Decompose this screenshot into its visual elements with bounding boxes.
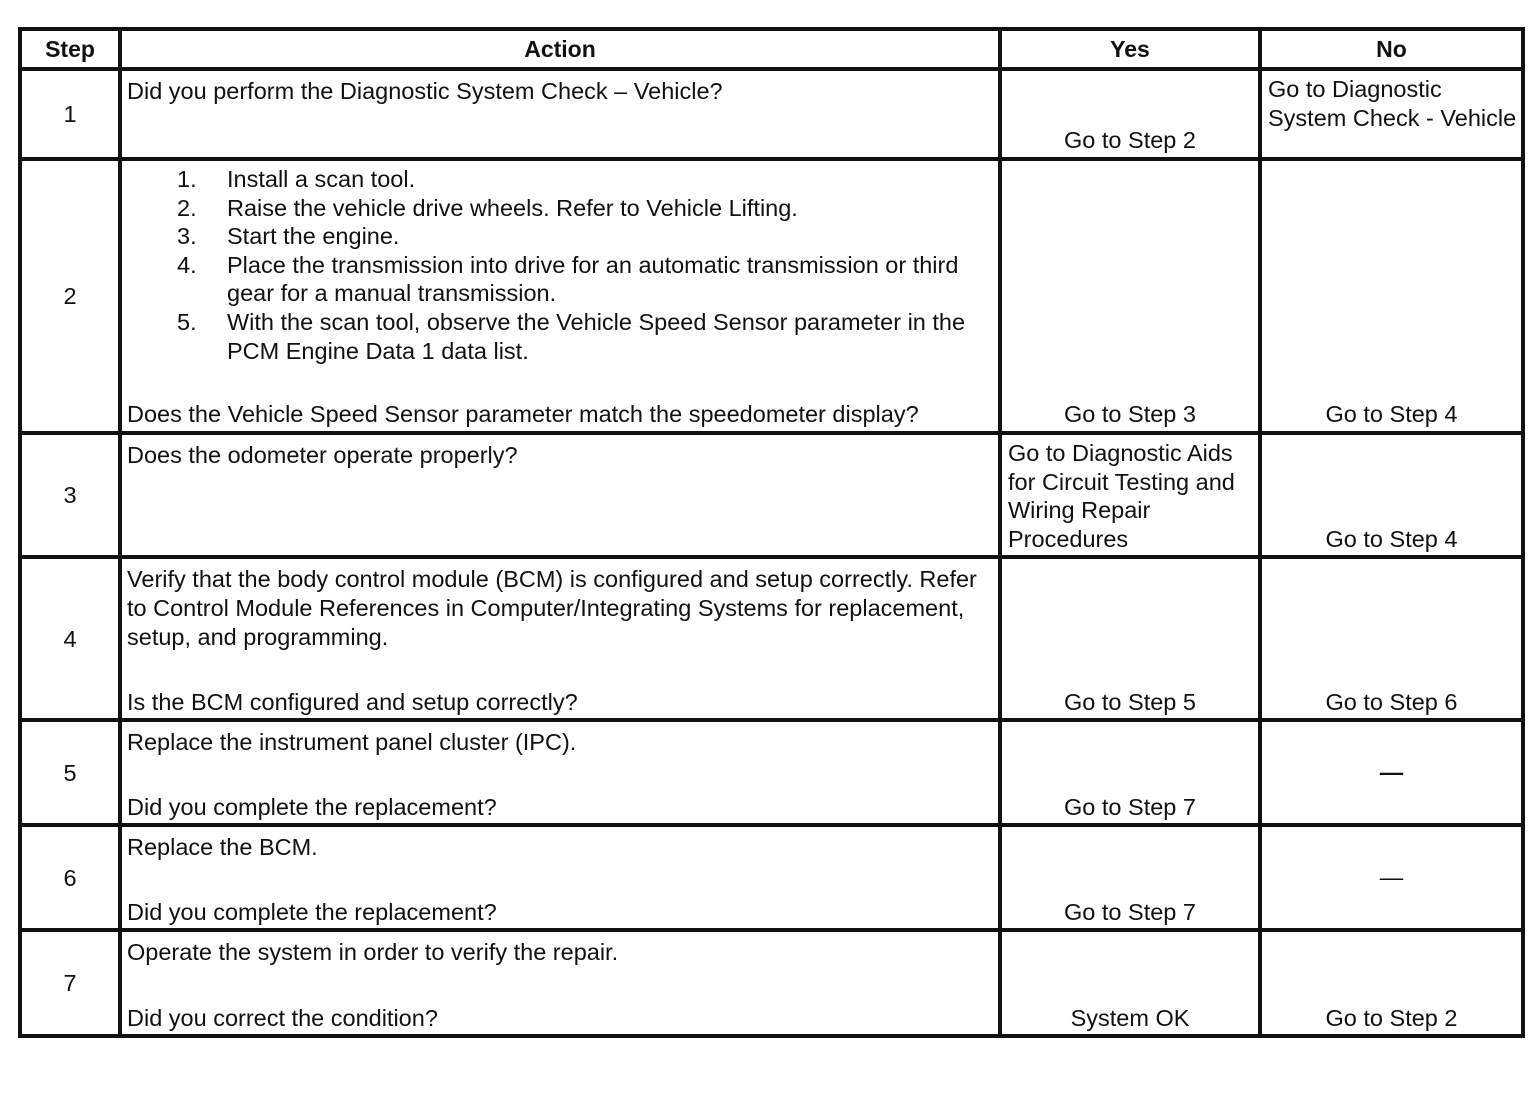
list-item: 5. With the scan tool, observe the Vehicle Speed Sensor parameter in the PCM Engine Data 1 data list.	[177, 308, 966, 364]
no-cell-dash: —	[1260, 825, 1523, 930]
action-cell	[120, 720, 1000, 825]
step-number: 5	[20, 720, 120, 825]
action-cell	[120, 159, 1000, 433]
header-action: Action	[120, 29, 1000, 69]
yes-cell: Go to Step 3	[1000, 159, 1260, 433]
yes-cell: Go to Step 2	[1000, 69, 1260, 159]
table-row	[20, 557, 1523, 720]
no-cell: Go to Diagnostic System Check - Vehicle	[1260, 69, 1523, 159]
list-item: 2. Raise the vehicle drive wheels. Refer to Vehicle Lifting.	[177, 194, 798, 221]
question-text: Is the BCM configured and setup correctly?	[127, 688, 578, 715]
list-item: 3. Start the engine.	[177, 223, 400, 250]
header-step: Step	[20, 29, 120, 69]
step-number: 3	[20, 433, 120, 557]
table-row	[20, 825, 1523, 930]
table-row	[20, 720, 1523, 825]
action-text: Replace the instrument panel cluster (IPC).	[127, 729, 577, 756]
action-text: Verify that the body control module (BCM) is configured and setup correctly. Refer to Control Module References in Computer/Integrating Systems for replacement, setup, and programming.	[127, 566, 977, 650]
step-number: 6	[20, 825, 120, 930]
yes-cell: System OK	[1000, 930, 1260, 1036]
action-cell	[120, 69, 1000, 159]
question-text: Does the Vehicle Speed Sensor parameter match the speedometer display?	[127, 401, 919, 428]
diagnostic-table	[18, 27, 1525, 1038]
table-row	[20, 69, 1523, 159]
question-text: Did you complete the replacement?	[127, 793, 497, 820]
action-text: Did you perform the Diagnostic System Check – Vehicle?	[127, 78, 723, 104]
header-yes: Yes	[1000, 29, 1260, 69]
no-cell: Go to Step 6	[1260, 557, 1523, 720]
question-text: Did you correct the condition?	[127, 1004, 438, 1031]
yes-cell: Go to Step 7	[1000, 720, 1260, 825]
yes-cell: Go to Step 5	[1000, 557, 1260, 720]
step-number: 4	[20, 557, 120, 720]
no-cell: Go to Step 4	[1260, 433, 1523, 557]
step-number: 2	[20, 159, 120, 433]
step-number: 7	[20, 930, 120, 1036]
yes-cell: Go to Step 7	[1000, 825, 1260, 930]
step-number: 1	[20, 69, 120, 159]
no-cell: Go to Step 2	[1260, 930, 1523, 1036]
list-item: 4. Place the transmission into drive for an automatic transmission or third gear for a manual transmission.	[177, 251, 959, 307]
action-text: Replace the BCM.	[127, 834, 318, 861]
action-text: Does the odometer operate properly?	[127, 442, 518, 468]
header-no: No	[1260, 29, 1523, 69]
table-row	[20, 159, 1523, 433]
action-text: Operate the system in order to verify the repair.	[127, 939, 619, 966]
list-item: 1. Install a scan tool.	[177, 166, 416, 192]
action-cell	[120, 433, 1000, 557]
no-cell: Go to Step 4	[1260, 159, 1523, 433]
no-cell-dash: —	[1260, 720, 1523, 825]
procedure-list	[127, 165, 992, 365]
action-cell	[120, 825, 1000, 930]
action-cell	[120, 930, 1000, 1036]
table-row	[20, 433, 1523, 557]
header-row	[20, 29, 1523, 69]
question-text: Did you complete the replacement?	[127, 898, 497, 925]
table-row	[20, 930, 1523, 1036]
action-cell	[120, 557, 1000, 720]
yes-cell: Go to Diagnostic Aids for Circuit Testing and Wiring Repair Procedures	[1000, 433, 1260, 557]
